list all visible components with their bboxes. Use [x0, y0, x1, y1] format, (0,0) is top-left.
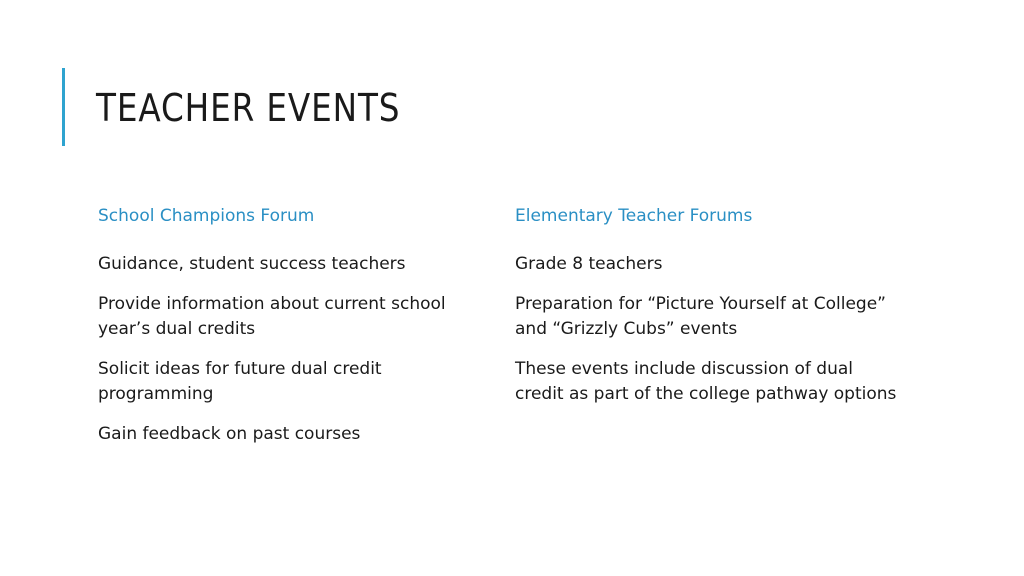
- list-item: Preparation for “Picture Yourself at College” and “Grizzly Cubs” events: [515, 293, 886, 339]
- title-accent-bar: [62, 68, 65, 146]
- slide-title: TEACHER EVENTS: [96, 86, 401, 130]
- list-item: These events include discussion of dual credit as part of the college pathway options: [515, 358, 897, 404]
- list-item: Gain feedback on past courses: [98, 423, 361, 444]
- right-column-heading: Elementary Teacher Forums: [515, 206, 753, 226]
- right-column: [515, 203, 905, 422]
- left-column-heading: School Champions Forum: [98, 206, 315, 226]
- list-item: Guidance, student success teachers: [98, 254, 406, 274]
- right-bullet-list: [515, 252, 905, 408]
- left-bullet-list: [98, 252, 488, 447]
- list-item: Solicit ideas for future dual credit programming: [98, 358, 382, 404]
- left-column: [98, 203, 488, 461]
- list-item: Provide information about current school year’s dual credits: [98, 293, 446, 339]
- list-item: Grade 8 teachers: [515, 254, 663, 274]
